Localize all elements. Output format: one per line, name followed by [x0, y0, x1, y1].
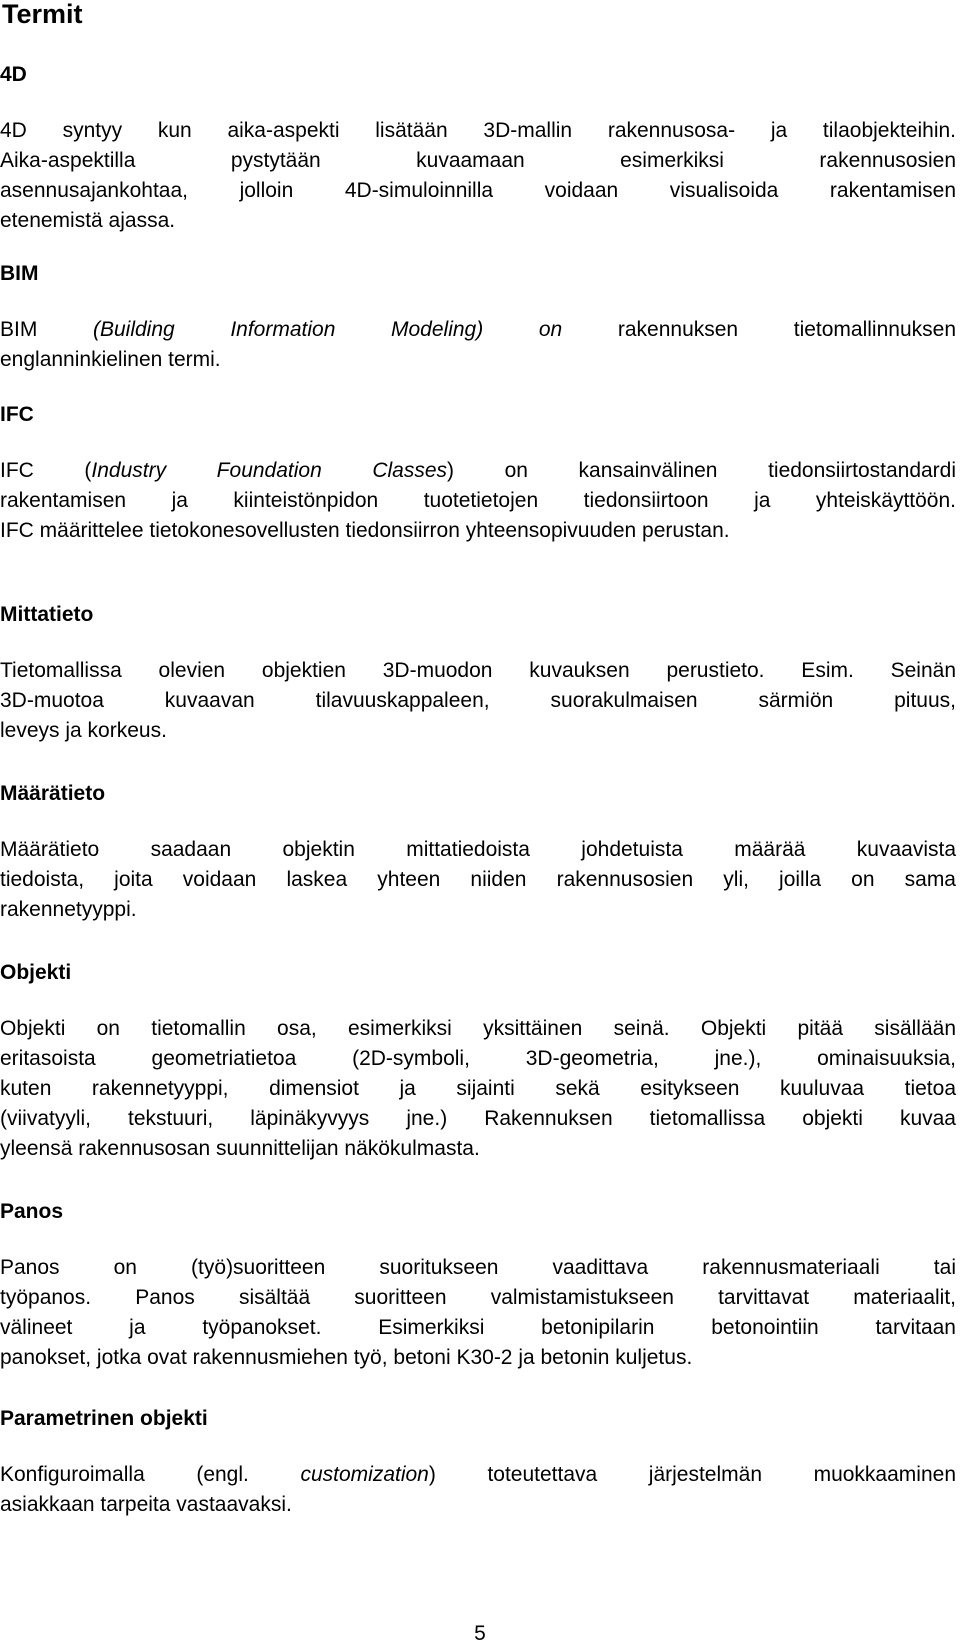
term-panos — [0, 1197, 956, 1373]
term-ifc — [0, 400, 956, 546]
text-line: Määrätieto saadaan objektin mittatiedoista johdetuista määrää kuvaavista — [0, 838, 956, 861]
text-line — [0, 315, 956, 345]
text-line — [0, 1460, 956, 1490]
text-line: eritasoista geometriatietoa (2D-symboli, 3D-geometria, jne.), ominaisuuksia, — [0, 1047, 956, 1070]
term-definition — [0, 656, 956, 746]
term-maaratieto — [0, 779, 956, 925]
text-line: panokset, jotka ovat rakennusmiehen työ, betoni K30-2 ja betonin kuljetus. — [0, 1346, 693, 1369]
term-objekti — [0, 958, 956, 1164]
text-fragment: IFC ( — [0, 459, 92, 482]
text-line: kuten rakennetyyppi, dimensiot ja sijainti sekä esitykseen kuuluvaa tietoa — [0, 1077, 956, 1100]
text-fragment: Konfiguroimalla (engl. — [0, 1463, 301, 1486]
text-line: Objekti on tietomallin osa, esimerkiksi yksittäinen seinä. Objekti pitää sisällään — [0, 1017, 956, 1040]
italic-fragment: Industry Foundation Classes — [91, 459, 448, 482]
text-line: (viivatyyli, tekstuuri, läpinäkyvyys jne.) Rakennuksen tietomallissa objekti kuvaa — [0, 1107, 956, 1130]
term-definition — [0, 116, 956, 236]
text-line: Tietomallissa olevien objektien 3D-muodon kuvauksen perustieto. Esim. Seinän — [0, 659, 956, 682]
text-line: 3D-muotoa kuvaavan tilavuuskappaleen, suorakulmaisen särmiön pituus, — [0, 689, 956, 712]
italic-fragment: (Building Information Modeling) on — [92, 318, 563, 341]
italic-fragment: customization — [300, 1463, 429, 1486]
term-definition — [0, 456, 956, 546]
term-4d — [0, 60, 956, 236]
text-line: rakennetyyppi. — [0, 898, 137, 921]
text-line: etenemistä ajassa. — [0, 209, 176, 232]
term-definition — [0, 1014, 956, 1164]
text-line — [0, 456, 956, 486]
term-definition — [0, 835, 956, 925]
term-heading: Mittatieto — [0, 603, 94, 626]
text-line: välineet ja työpanokset. Esimerkiksi betonipilarin betonointiin tarvitaan — [0, 1316, 956, 1339]
term-parametrinen-objekti — [0, 1404, 956, 1520]
text-line: Aika-aspektilla pystytään kuvaamaan esimerkiksi rakennusosien — [0, 149, 956, 172]
term-heading: Objekti — [0, 961, 72, 984]
text-fragment: rakennuksen tietomallinnuksen — [562, 318, 956, 341]
text-line: työpanos. Panos sisältää suoritteen valmistamistukseen tarvittavat materiaalit, — [0, 1286, 956, 1309]
term-heading: Määrätieto — [0, 782, 106, 805]
term-bim — [0, 259, 956, 375]
text-line: asennusajankohtaa, jolloin 4D-simuloinnilla voidaan visualisoida rakentamisen — [0, 179, 956, 202]
term-definition — [0, 315, 956, 375]
term-mittatieto — [0, 600, 956, 746]
text-line: rakentamisen ja kiinteistönpidon tuotetietojen tiedonsiirtoon ja yhteiskäyttöön. — [0, 489, 956, 512]
term-heading: BIM — [0, 262, 39, 285]
term-heading: Parametrinen objekti — [0, 1407, 208, 1430]
text-fragment: BIM — [0, 318, 93, 341]
text-line: leveys ja korkeus. — [0, 719, 167, 742]
page-title: Termit — [2, 0, 83, 29]
text-line: englanninkielinen termi. — [0, 348, 221, 371]
page-number: 5 — [474, 1622, 486, 1645]
text-line: Panos on (työ)suoritteen suoritukseen vaadittava rakennusmateriaali tai — [0, 1256, 956, 1279]
text-line: tiedoista, joita voidaan laskea yhteen niiden rakennusosien yli, joilla on sama — [0, 868, 956, 891]
term-heading: 4D — [0, 63, 27, 86]
term-definition — [0, 1460, 956, 1520]
text-fragment: ) on kansainvälinen tiedonsiirtostandardi — [447, 459, 957, 482]
text-line: 4D syntyy kun aika-aspekti lisätään 3D-mallin rakennusosa- ja tilaobjekteihin. — [0, 119, 956, 142]
text-line: IFC määrittelee tietokonesovellusten tiedonsiirron yhteensopivuuden perustan. — [0, 519, 730, 542]
text-line: asiakkaan tarpeita vastaavaksi. — [0, 1493, 292, 1516]
text-line: yleensä rakennusosan suunnittelijan näkökulmasta. — [0, 1137, 480, 1160]
term-heading: Panos — [0, 1200, 64, 1223]
term-heading: IFC — [0, 403, 34, 426]
text-fragment: ) toteutettava järjestelmän muokkaaminen — [428, 1463, 956, 1486]
term-definition — [0, 1253, 956, 1373]
